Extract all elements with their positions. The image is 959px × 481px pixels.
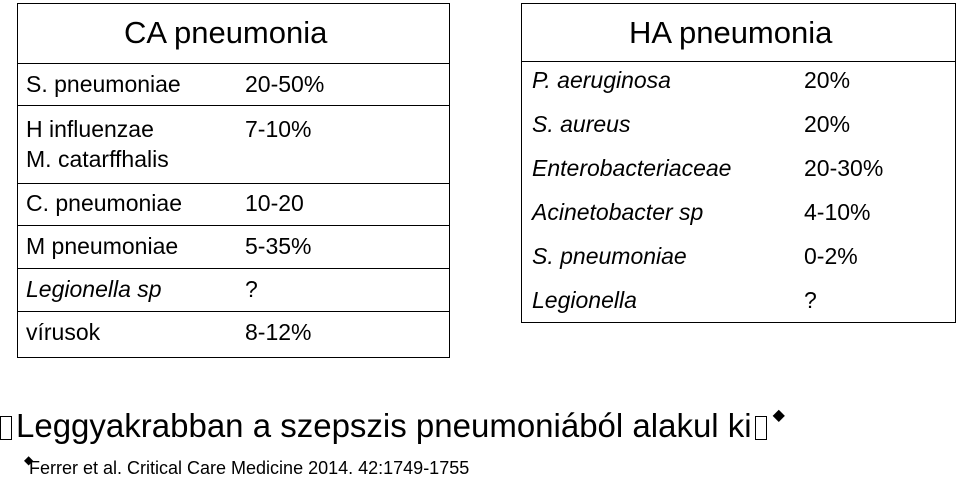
ha-percent: 20%	[804, 67, 851, 93]
ha-percent: 0-2%	[804, 243, 858, 269]
ha-organism: Enterobacteriaceae	[532, 155, 732, 181]
ca-organism: H influenzae	[26, 116, 154, 142]
ha-title-divider	[522, 61, 955, 62]
ca-percent: 10-20	[245, 190, 304, 216]
ha-table-title: HA pneumonia	[629, 15, 833, 50]
sepsis-statement	[0, 406, 785, 444]
ca-organism: Legionella sp	[26, 276, 162, 302]
ca-percent: 5-35%	[245, 233, 312, 259]
ha-organism: S. aureus	[532, 111, 631, 137]
citation	[24, 453, 470, 478]
ha-percent: ?	[804, 287, 817, 313]
diamond-marker-icon: ◆	[772, 406, 785, 424]
ha-pneumonia-table	[521, 3, 956, 323]
ca-pneumonia-table	[17, 3, 450, 358]
ca-table-title: CA pneumonia	[124, 15, 328, 50]
diamond-marker-icon: ◆	[24, 453, 34, 467]
ha-organism: Acinetobacter sp	[532, 199, 704, 225]
ca-organism: C. pneumoniae	[26, 190, 182, 216]
ha-percent: 20-30%	[804, 155, 884, 181]
ca-percent: ?	[245, 276, 258, 302]
ca-row-divider	[18, 225, 449, 226]
ca-row-divider	[18, 183, 449, 184]
ca-percent: 7-10%	[245, 116, 312, 142]
statement-text: Leggyakrabban a szepszis pneumoniából alakul ki	[16, 407, 752, 444]
ha-percent: 20%	[804, 111, 851, 137]
ca-row-divider	[18, 105, 449, 106]
ca-organism: M pneumoniae	[26, 233, 179, 259]
bullet-box-icon	[0, 416, 12, 440]
ha-organism: S. pneumoniae	[532, 243, 687, 269]
ca-organism: vírusok	[26, 319, 101, 345]
bullet-box-icon	[755, 416, 767, 440]
citation-text: Ferrer et al. Critical Care Medicine 2014. 42:1749-1755	[29, 458, 470, 478]
ca-percent: 8-12%	[245, 319, 312, 345]
ha-percent: 4-10%	[804, 199, 871, 225]
ca-row-divider	[18, 268, 449, 269]
ca-percent: 20-50%	[245, 71, 325, 97]
ca-organism: M. catarffhalis	[26, 146, 169, 172]
ca-title-divider	[18, 63, 449, 64]
ha-organism: P. aeruginosa	[532, 67, 671, 93]
ca-row-divider	[18, 311, 449, 312]
ha-organism: Legionella	[532, 287, 637, 313]
ca-organism: S. pneumoniae	[26, 71, 181, 97]
